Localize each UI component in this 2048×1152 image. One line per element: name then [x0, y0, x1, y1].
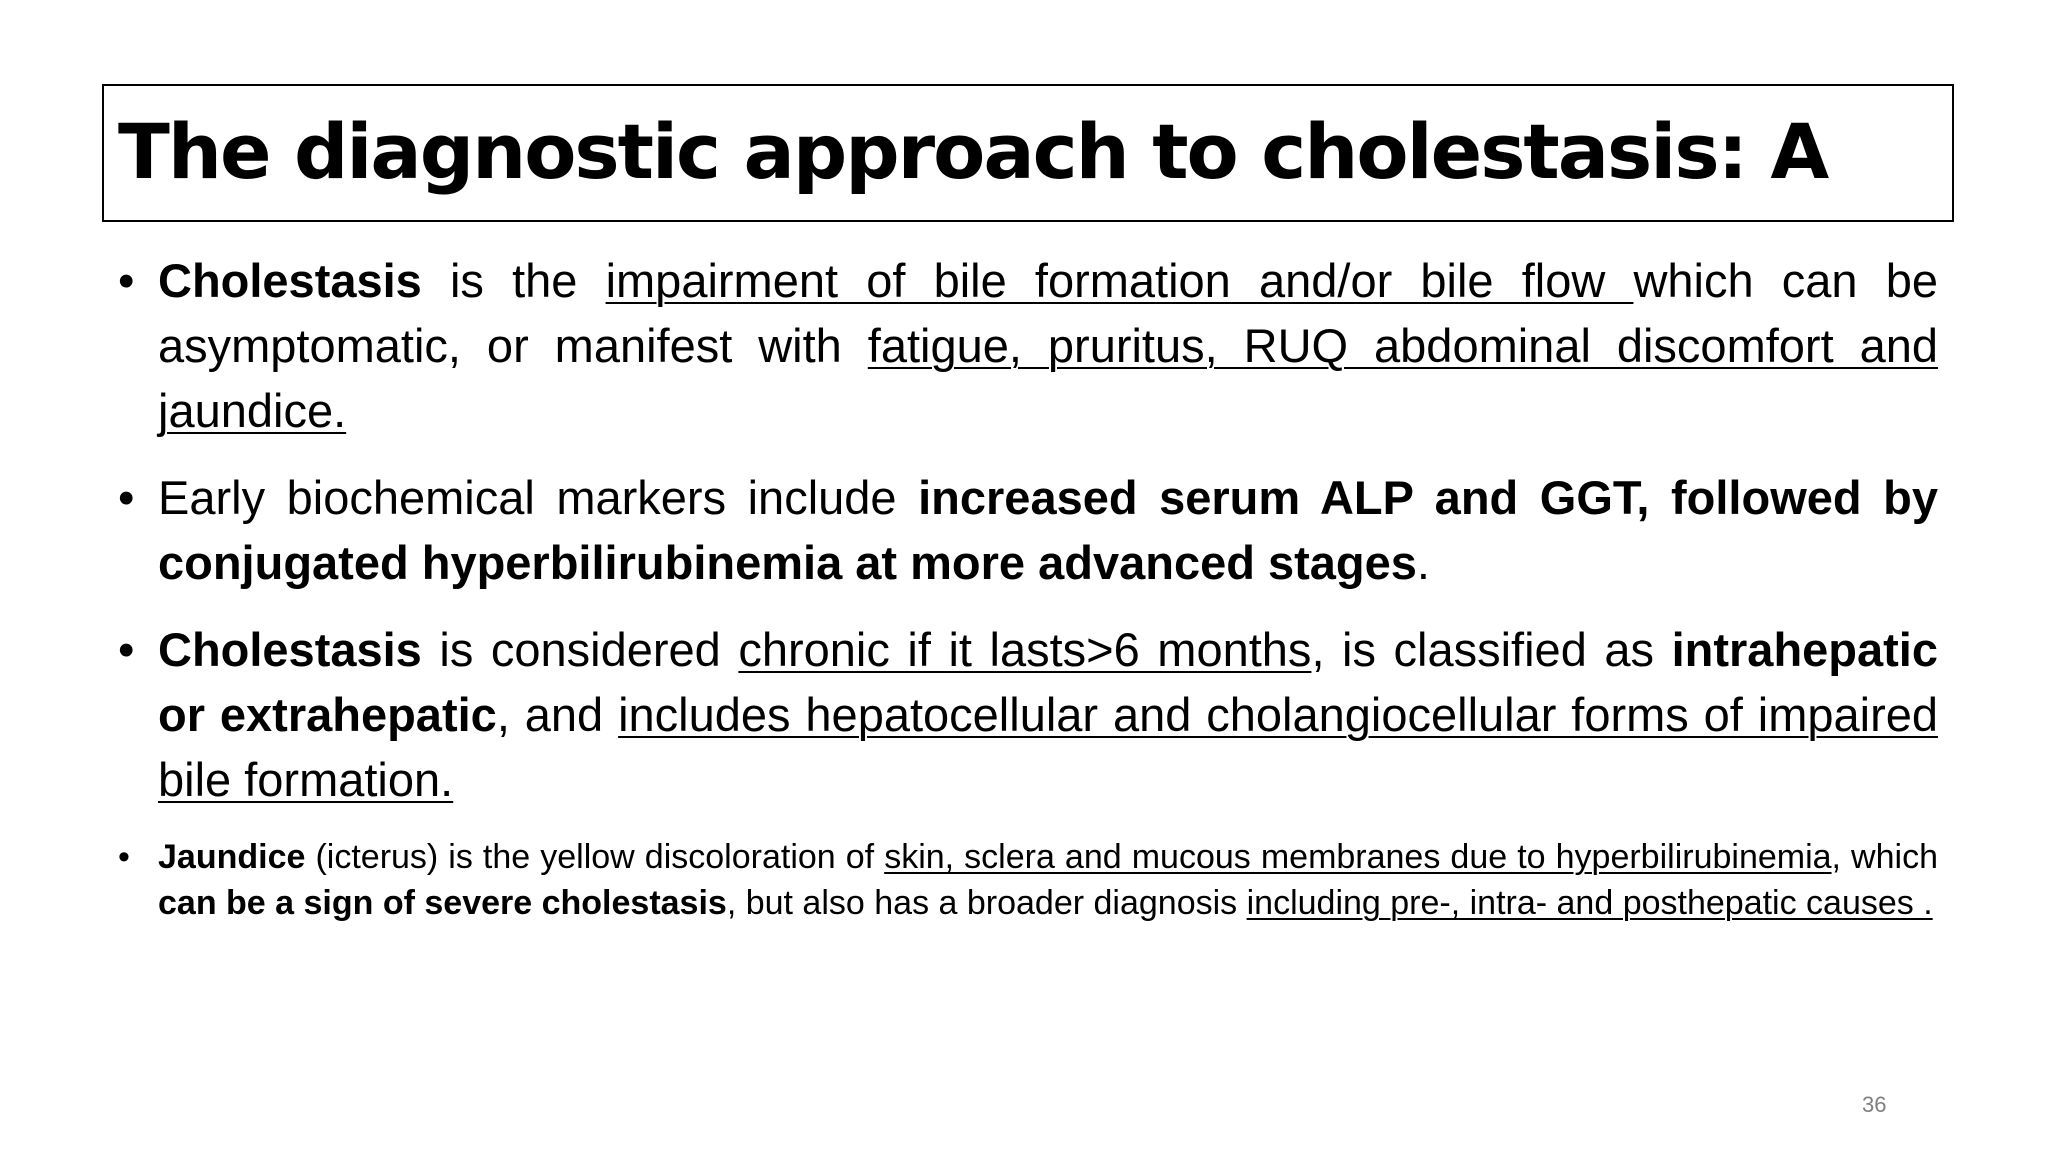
- term-cholestasis: Cholestasis: [158, 254, 422, 307]
- underlined-segment: impairment of bile formation and/or bile flow: [605, 254, 1634, 307]
- underlined-segment: chronic if it lasts>6 months: [738, 623, 1312, 676]
- bullet-list: [118, 248, 1938, 926]
- text-segment: , is classified as: [1311, 623, 1672, 676]
- text-segment: , and: [496, 688, 619, 741]
- text-segment: Early biochemical markers include: [158, 471, 919, 524]
- term-jaundice: Jaundice: [158, 838, 306, 876]
- bold-segment: can be a sign of severe cholestasis: [158, 884, 727, 922]
- bold-segment: increased serum ALP and GGT, followed by conjugated hyperbilirubinemia at more advanced stages: [158, 471, 1938, 589]
- title-box: [102, 84, 1954, 222]
- text-segment: , but also has a broader diagnosis: [726, 884, 1247, 922]
- text-segment: (icterus) is the yellow discoloration of: [305, 838, 885, 876]
- bullet-dot: •: [118, 838, 130, 876]
- text-segment: is considered: [421, 623, 739, 676]
- bullet-dot: •: [118, 254, 135, 307]
- text-segment: which can be asymptomatic, or manifest with: [158, 254, 1938, 372]
- text-segment: , which: [1831, 838, 1938, 876]
- bullet-cholestasis-definition: [118, 248, 1938, 443]
- text-segment: is the: [421, 254, 606, 307]
- bullet-biochemical-markers: [118, 465, 1938, 595]
- bullet-jaundice: [118, 834, 1938, 926]
- term-cholestasis: Cholestasis: [158, 623, 422, 676]
- bullet-dot: •: [118, 471, 135, 524]
- underlined-segment: including pre-, intra- and posthepatic causes .: [1246, 884, 1933, 922]
- page-number: 36: [1862, 1092, 1887, 1117]
- text-segment: .: [1416, 536, 1430, 589]
- bold-segment: intrahepatic or extrahepatic: [158, 623, 1938, 741]
- underlined-segment: includes hepatocellular and cholangiocellular forms of impaired bile formation.: [158, 688, 1938, 806]
- bullet-chronic-classification: [118, 617, 1938, 812]
- bullet-dot: •: [118, 623, 135, 676]
- underlined-segment: skin, sclera and mucous membranes due to hyperbilirubinemia: [884, 838, 1832, 876]
- slide-title: The diagnostic approach to cholestasis: A: [118, 107, 1828, 196]
- underlined-segment: fatigue, pruritus, RUQ abdominal discomfort and jaundice.: [158, 319, 1938, 437]
